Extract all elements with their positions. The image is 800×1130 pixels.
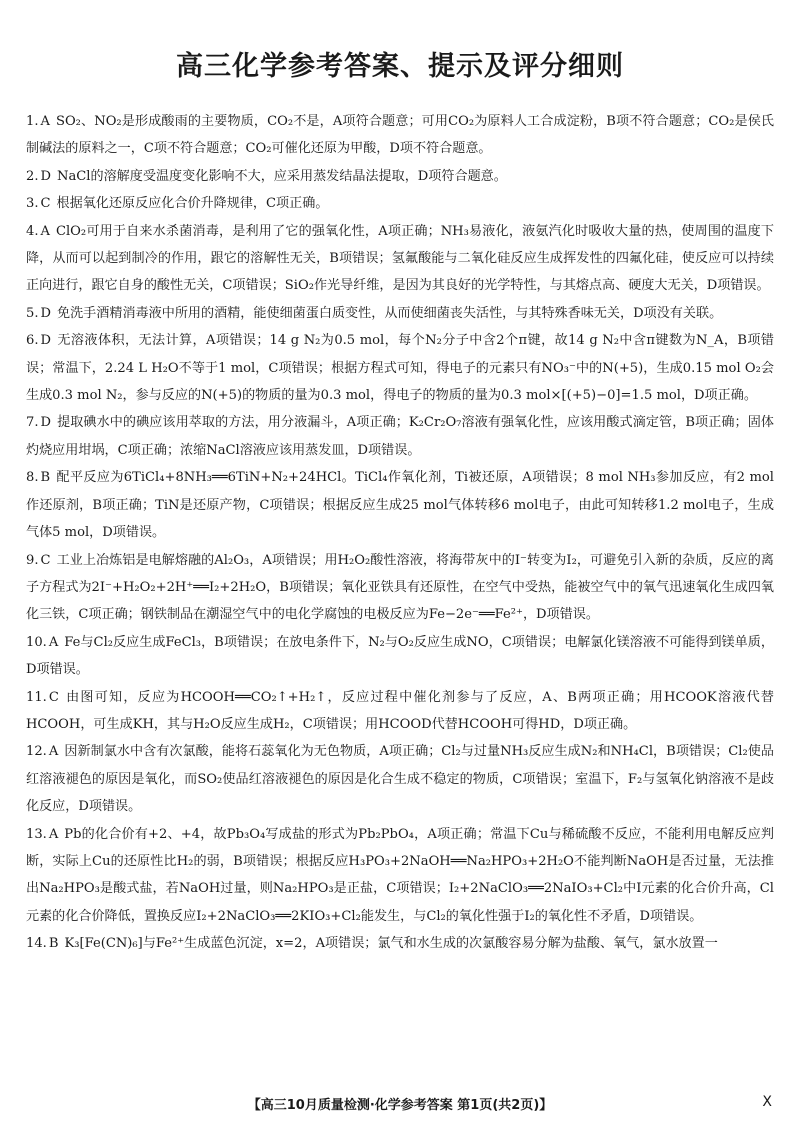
- item-explanation: 配平反应为6TiCl₄+8NH₃══6TiN+N₂+24HCl。TiCl₄作氧化剂，Ti被还原，A项错误；8 mol NH₃参加反应，有2 mol作还原剂，B项正确；TiN是还原产物，C项错误；根据反应生成25 mol气体转移6 mol电子，由此可知转移1.2 mol电子，生成气体5 mol，D项错误。: [26, 470, 774, 541]
- item-explanation: 免洗手酒精消毒液中所用的酒精，能使细菌蛋白质变性，从而使细菌丧失活性，与其特殊香味无关，D项没有关联。: [57, 305, 723, 321]
- item-number: 9.: [26, 552, 39, 568]
- item-answer: D: [40, 305, 51, 321]
- item-number: 11.: [26, 689, 47, 705]
- answer-item-5: [26, 300, 774, 327]
- item-answer: D: [40, 333, 51, 349]
- item-number: 10.: [26, 634, 47, 650]
- item-number: 3.: [26, 196, 39, 212]
- item-number: 14.: [26, 936, 47, 952]
- item-explanation: 无溶液体积，无法计算，A项错误；14 g N₂为0.5 mol，每个N₂分子中含2个π键，故14 g N₂中含π键数为N_A，B项错误；常温下，2.24 L H₂O不等于1 mol，C项错误；根据方程式可知，得电子的元素只有NO₃⁻中的N(+5)，生成0.15 mol O₂会生成0.3 mol N₂，参与反应的N(+5)的物质的量为0.3 mol，得电子的物质的量为0.3 mol×[(+5)−0]=1.5 mol，D项正确。: [26, 333, 774, 404]
- answer-item-14: [26, 930, 774, 957]
- answer-item-9: [26, 547, 774, 629]
- answer-item-6: [26, 327, 774, 409]
- page-title: 高三化学参考答案、提示及评分细则: [176, 51, 624, 82]
- item-answer: B: [40, 470, 51, 486]
- answer-item-3: [26, 190, 774, 217]
- item-explanation: Pb的化合价有+2、+4，故Pb₃O₄写成盐的形式为Pb₂PbO₄，A项正确；常温下Cu与稀硫酸不反应，不能利用电解反应判断，实际上Cu的还原性比H₂的弱，B项错误；根据反应H₃PO₃+2NaOH══Na₂HPO₃+2H₂O不能判断NaOH是否过量，无法推出Na₂HPO₃是酸式盐，若NaOH过量，则Na₂HPO₃是正盐，C项错误；I₂+2NaClO₃══2NaIO₃+Cl₂中I元素的化合价升高，Cl元素的化合价降低，置换反应I₂+2NaClO₃══2KIO₃+Cl₂能发生，与Cl₂的氧化性强于I₂的氧化性不矛盾，D项错误。: [26, 826, 774, 924]
- item-number: 2.: [26, 168, 39, 184]
- item-answer: D: [40, 415, 51, 431]
- item-answer: B: [48, 936, 59, 952]
- item-answer: A: [48, 826, 59, 842]
- item-explanation: NaCl的溶解度受温度变化影响不大，应采用蒸发结晶法提取，D项符合题意。: [57, 168, 507, 184]
- item-number: 8.: [26, 470, 39, 486]
- corner-mark: X: [762, 1094, 772, 1110]
- answer-item-8: [26, 464, 774, 546]
- item-answer: A: [40, 223, 50, 239]
- item-answer: A: [40, 114, 50, 129]
- item-number: 12.: [26, 744, 47, 760]
- item-explanation: ClO₂可用于自来水杀菌消毒，是利用了它的强氧化性，A项正确；NH₃易液化，液氨汽化时吸收大量的热，使周围的温度下降，从而可以起到制冷的作用，跟它的溶解性无关，B项错误；氢氟酸能与二氧化硅反应生成挥发性的四氟化硅，使反应可以持续正向进行，跟它自身的酸性无关，C项错误；SiO₂作光导纤维，是因为其良好的光学特性，与其熔点高、硬度大无关，D项错误。: [26, 223, 774, 294]
- item-answer: C: [40, 552, 51, 568]
- answer-item-4: [26, 218, 774, 300]
- item-explanation: 工业上冶炼铝是电解熔融的Al₂O₃，A项错误；用H₂O₂酸性溶液，将海带灰中的I⁻转变为I₂，可避免引入新的杂质，反应的离子方程式为2I⁻+H₂O₂+2H⁺══I₂+2H₂O，B项错误；氧化亚铁具有还原性，在空气中受热，能被空气中的氧气迅速氧化生成四氧化三铁，C项正确；钢铁制品在潮湿空气中的电化学腐蚀的电极反应为Fe−2e⁻══Fe²⁺，D项错误。: [26, 552, 774, 623]
- item-answer: A: [48, 744, 59, 760]
- item-answer: C: [40, 196, 51, 212]
- item-number: 4.: [26, 223, 39, 239]
- item-explanation: 提取碘水中的碘应该用萃取的方法，用分液漏斗，A项正确；K₂Cr₂O₇溶液有强氧化性，应该用酸式滴定管，B项正确；固体灼烧应用坩埚，C项正确；浓缩NaCl溶液应该用蒸发皿，D项错误。: [26, 415, 774, 458]
- item-number: 6.: [26, 333, 39, 349]
- item-explanation: 由图可知，反应为HCOOH══CO₂↑+H₂↑，反应过程中催化剂参与了反应，A、B两项正确；用HCOOK溶液代替HCOOH，可生成KH，其与H₂O反应生成H₂，C项错误；用HCOOD代替HCOOH可得HD，D项正确。: [26, 689, 774, 732]
- item-number: 13.: [26, 826, 47, 842]
- item-explanation: Fe与Cl₂反应生成FeCl₃，B项错误；在放电条件下，N₂与O₂反应生成NO，C项错误；电解氯化镁溶液不可能得到镁单质，D项错误。: [26, 634, 774, 678]
- item-answer: D: [40, 168, 51, 184]
- item-explanation: K₃[Fe(CN)₆]与Fe²⁺生成蓝色沉淀，x=2，A项错误；氯气和水生成的次氯酸容易分解为盐酸、氧气，氯水放置一: [64, 936, 718, 952]
- answer-item-13: [26, 821, 774, 931]
- answer-item-11: [26, 684, 774, 739]
- page-footer: 【高三10月质量检测·化学参考答案 第1页(共2页)】: [247, 1098, 553, 1113]
- answer-item-2: [26, 163, 774, 190]
- item-answer: C: [48, 689, 59, 705]
- item-explanation: SO₂、NO₂是形成酸雨的主要物质，CO₂不是，A项符合题意；可用CO₂为原料人工合成淀粉，B项不符合题意；CO₂是侯氏制碱法的原料之一，C项不符合题意；CO₂可催化还原为甲酸，D项不符合题意。: [26, 114, 774, 157]
- item-explanation: 因新制氯水中含有次氯酸，能将石蕊氧化为无色物质，A项正确；Cl₂与过量NH₃反应生成N₂和NH₄Cl，B项错误；Cl₂使品红溶液褪色的原因是氧化，而SO₂使品红溶液褪色的原因是化合生成不稳定的物质，C项错误；室温下，F₂与氢氧化钠溶液不是歧化反应，D项错误。: [26, 744, 774, 815]
- item-number: 1.: [26, 114, 39, 129]
- answer-item-1: [26, 108, 774, 163]
- item-answer: A: [48, 634, 59, 650]
- answer-item-10: [26, 629, 774, 684]
- item-number: 5.: [26, 305, 39, 321]
- answer-item-12: [26, 738, 774, 820]
- item-number: 7.: [26, 415, 39, 431]
- answer-item-7: [26, 409, 774, 464]
- item-explanation: 根据氧化还原反应化合价升降规律，C项正确。: [56, 196, 329, 212]
- answer-list: [26, 108, 774, 958]
